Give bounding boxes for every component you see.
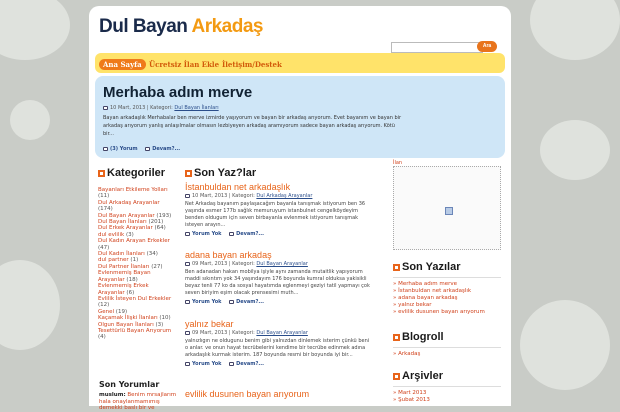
background-blob: [530, 0, 620, 60]
search-button[interactable]: Ara: [477, 41, 497, 52]
post-title[interactable]: evlilik dusunen bayan arıyorum: [185, 389, 310, 399]
category-link[interactable]: Evlilik İsteyen Dul Erkekler: [98, 295, 172, 302]
featured-post: [95, 76, 505, 158]
blogroll-heading: [393, 331, 444, 343]
category-count: (11): [98, 193, 110, 200]
read-more-label: Devam?...: [236, 361, 265, 367]
category-count: (19): [115, 308, 128, 315]
category-link[interactable]: Kaçamak İlişki İlanları: [98, 315, 158, 322]
nav-item-contact[interactable]: İletişim/Destek: [222, 60, 282, 69]
divider: [393, 347, 501, 348]
post-date: 09 Mart, 2013 | Kategori:: [192, 330, 255, 336]
background-blob: [0, 260, 60, 350]
recent-post-link[interactable]: » evlilik dusunen bayan arıyorum: [393, 309, 501, 316]
category-item: [98, 187, 176, 200]
read-more-label: Devam?...: [236, 299, 265, 305]
category-item: [98, 296, 176, 309]
post-entry: [185, 389, 371, 399]
featured-post-actions: [103, 146, 186, 152]
comments-link[interactable]: [185, 299, 222, 305]
post-actions: [185, 231, 371, 237]
arrow-icon: [229, 362, 234, 366]
category-item: [98, 283, 176, 296]
category-count: (3): [125, 231, 134, 238]
comments-link[interactable]: [185, 361, 222, 367]
featured-post-meta: [103, 105, 219, 111]
category-link[interactable]: Dul Arkadaş Arayanlar: [98, 199, 160, 206]
background-blob: [10, 100, 50, 140]
calendar-icon: [103, 106, 108, 110]
search-input[interactable]: [391, 42, 483, 53]
divider: [393, 386, 501, 387]
site-title-part2: Arkadaş: [191, 16, 263, 37]
category-count: (3): [155, 321, 164, 328]
arrow-icon: [229, 232, 234, 236]
category-count: (27): [151, 263, 163, 270]
comment-icon: [185, 232, 190, 236]
section-square-icon: [393, 264, 400, 271]
category-link[interactable]: Dul Bayan Arayanlar: [98, 212, 155, 219]
blogroll-heading-text: Blogroll: [402, 331, 444, 343]
featured-post-excerpt: Bayan arkadaşlık Merhabalar ben merve izmirde yaşıyorum ve bayan bir arkadaş arıyorum. Evet bayanım ve bayan bir arkadaş arıyorum yanlış anlaşılmalar olmasın lezbiyeyen arkadaş aramıyorum sadece bayan arkadaş arıyorum. Kötü bir...: [103, 115, 402, 137]
post-meta: [185, 193, 371, 199]
post-meta: [185, 330, 371, 336]
post-excerpt: Net Arkadaş bayanım paylaşacağım bayanla tanışmak istiyorum ben 36 yaşında esmer 177b sağlık memuruyum istanbulnet cengelköydeyim benden oldugum için seven birbayanla evlenmek istiyorum tanışmak isteyen arayın...: [185, 201, 366, 228]
read-more-label: Devam?...: [236, 231, 265, 237]
category-link[interactable]: Dul Erkek Arayanlar: [98, 225, 153, 232]
recent-post-link[interactable]: » yalnız bekar: [393, 302, 501, 309]
archives-list: [393, 390, 501, 404]
post-entry: [185, 319, 371, 367]
category-count: (1): [130, 257, 139, 264]
category-count: (34): [146, 251, 158, 258]
arrow-icon: [145, 147, 150, 151]
post-category-link[interactable]: Dul Bayan Arayanlar: [256, 330, 308, 336]
post-actions: [185, 361, 371, 367]
category-item: [98, 270, 176, 283]
post-entry: [185, 182, 371, 237]
ad-label: İlan: [393, 160, 403, 166]
category-count: (174): [98, 206, 113, 213]
calendar-icon: [185, 331, 190, 335]
category-link[interactable]: dul evlilik: [98, 231, 125, 238]
calendar-icon: [185, 194, 190, 198]
category-link[interactable]: Tesettürlü Bayan Arıyorum: [98, 327, 172, 334]
category-item: [98, 238, 176, 251]
site-title[interactable]: [99, 16, 263, 38]
post-actions: [185, 299, 371, 305]
post-title[interactable]: adana bayan arkadaş: [185, 250, 272, 260]
nav-item-free-ad[interactable]: Ücretsiz İlan Ekle: [149, 60, 220, 69]
post-title[interactable]: İstanbuldan net arkadaşlık: [185, 182, 291, 192]
category-count: (64): [154, 225, 166, 232]
post-excerpt: yalnızlıgın ne oldugunu benim gibi yalnızdan dinlemek isterim çünkü beni o anlar. ve onun hayat tecrübelerini kendime bir tecrübe edinmek adına arkadaşlık kurmak isterim. 187 boyunda resmi bir boyunda iyi bir...: [185, 338, 370, 358]
category-link[interactable]: Dul Kadın İlanları: [98, 251, 145, 258]
post-category-link[interactable]: Dul Bayan Arayanlar: [256, 261, 308, 267]
post-entry: [185, 250, 371, 305]
category-count: (193): [156, 212, 172, 219]
comments-link[interactable]: [185, 231, 222, 237]
recent-posts-side-heading-text: Son Yazılar: [402, 261, 461, 273]
featured-post-title[interactable]: Merhaba adım merve: [103, 84, 253, 101]
read-more-label: Devam?...: [152, 146, 181, 152]
background-blob: [540, 120, 610, 180]
read-more-link[interactable]: [229, 231, 264, 237]
post-meta: [185, 261, 371, 267]
comments-link-label: Yorum Yok: [192, 299, 222, 305]
category-link[interactable]: Dul Partner İlanları: [98, 263, 150, 270]
comments-link[interactable]: [103, 146, 138, 152]
comment-author[interactable]: muslum:: [99, 392, 126, 398]
recent-post-link[interactable]: » Merhaba adım merve: [393, 281, 501, 288]
read-more-link[interactable]: [229, 299, 264, 305]
category-count: (6): [126, 289, 135, 296]
category-count: (201): [148, 219, 164, 226]
category-count: (18): [126, 276, 138, 283]
post-date: 10 Mart, 2013 | Kategori:: [192, 193, 255, 199]
section-square-icon: [98, 170, 105, 177]
category-link[interactable]: Bayanları Etkileme Yolları: [98, 187, 168, 193]
post-date: 10 Mart, 2013 | Kategori:: [110, 105, 173, 111]
archives-heading: [393, 370, 443, 382]
recent-posts-heading: [185, 167, 256, 179]
comment-icon: [103, 147, 108, 151]
category-item: [98, 200, 176, 213]
category-count: (4): [98, 334, 106, 341]
main-nav: [95, 53, 505, 73]
background-blob: [520, 300, 610, 390]
category-count: (10): [159, 315, 171, 322]
arrow-icon: [229, 300, 234, 304]
category-item: [98, 328, 176, 341]
comments-link-label: Yorum Yok: [192, 231, 222, 237]
archive-link[interactable]: » Mart 2013: [393, 390, 501, 397]
recent-posts-heading-text: Son Yaz?lar: [194, 167, 257, 179]
category-count: (47): [98, 244, 110, 251]
background-blob: [0, 0, 70, 60]
recent-comments: [99, 380, 177, 412]
read-more-link[interactable]: [145, 146, 180, 152]
comment-link[interactable]: Benim mrsajlarım hala onaylanmamımış demekki baslı bir ve: [99, 392, 177, 411]
page-container: [89, 6, 511, 411]
blogroll-list: [393, 351, 501, 358]
category-link[interactable]: Dul Kadın Arayan Erkekler: [98, 238, 170, 245]
read-more-link[interactable]: [229, 361, 264, 367]
post-category-link[interactable]: Dul Bayan İlanları: [174, 105, 219, 111]
category-link[interactable]: Genel: [98, 308, 115, 315]
site-title-part1: Dul Bayan: [99, 16, 192, 37]
recent-posts-side-heading: [393, 261, 461, 273]
section-square-icon: [393, 373, 400, 380]
archive-link[interactable]: » Şubat 2013: [393, 397, 501, 404]
comments-link-label: (3) Yorum: [110, 146, 138, 152]
recent-comment-item: [99, 392, 177, 412]
archives-heading-text: Arşivler: [402, 370, 443, 382]
post-date: 09 Mart, 2013 | Kategori:: [192, 261, 255, 267]
category-link[interactable]: Olgun Bayan İlanları: [98, 321, 154, 328]
recent-comments-heading: Son Yorumlar: [99, 380, 160, 389]
section-square-icon: [185, 170, 192, 177]
nav-item-home[interactable]: Ana Sayfa: [99, 59, 146, 70]
calendar-icon: [185, 262, 190, 266]
categories-list: [98, 187, 176, 341]
category-link[interactable]: dul partner: [98, 257, 129, 264]
recent-posts-side-list: [393, 281, 501, 316]
category-link[interactable]: Evlenmemiş Bayan Arayanlar: [98, 270, 151, 283]
blogroll-link[interactable]: » Arkadaş: [393, 351, 501, 358]
divider: [393, 277, 501, 278]
post-excerpt: Ben adanadan hakan mobilya işiyle aynı zamanda mutaitlik yapıyorum maddi sıkıntım yok 34 yaşındayım 176 boyunda kumral olduksa yakisikli beyaz tenli 77 ko da sosyal hayatımda eglenmeyi geziyi tatil yapmayı çok seven biriyim eşim olacak prensesimi muth...: [185, 269, 370, 296]
post-category-link[interactable]: Dul Arkadaş Arayanlar: [256, 193, 313, 199]
comment-icon: [185, 300, 190, 304]
category-link[interactable]: Evlenmemiş Erkek Arayanlar: [98, 283, 149, 296]
recent-post-link[interactable]: » İstanbuldan net arkadaşlık: [393, 288, 501, 295]
categories-heading: [98, 167, 165, 179]
comment-icon: [185, 362, 190, 366]
section-square-icon: [393, 334, 400, 341]
categories-heading-text: Kategoriler: [107, 167, 166, 179]
recent-post-link[interactable]: » adana bayan arkadaş: [393, 295, 501, 302]
post-title[interactable]: yalnız bekar: [185, 319, 234, 329]
broken-image-icon: [445, 207, 453, 215]
category-count: (12): [98, 302, 110, 309]
category-link[interactable]: Dul Bayan İlanları: [98, 219, 147, 226]
comments-link-label: Yorum Yok: [192, 361, 222, 367]
